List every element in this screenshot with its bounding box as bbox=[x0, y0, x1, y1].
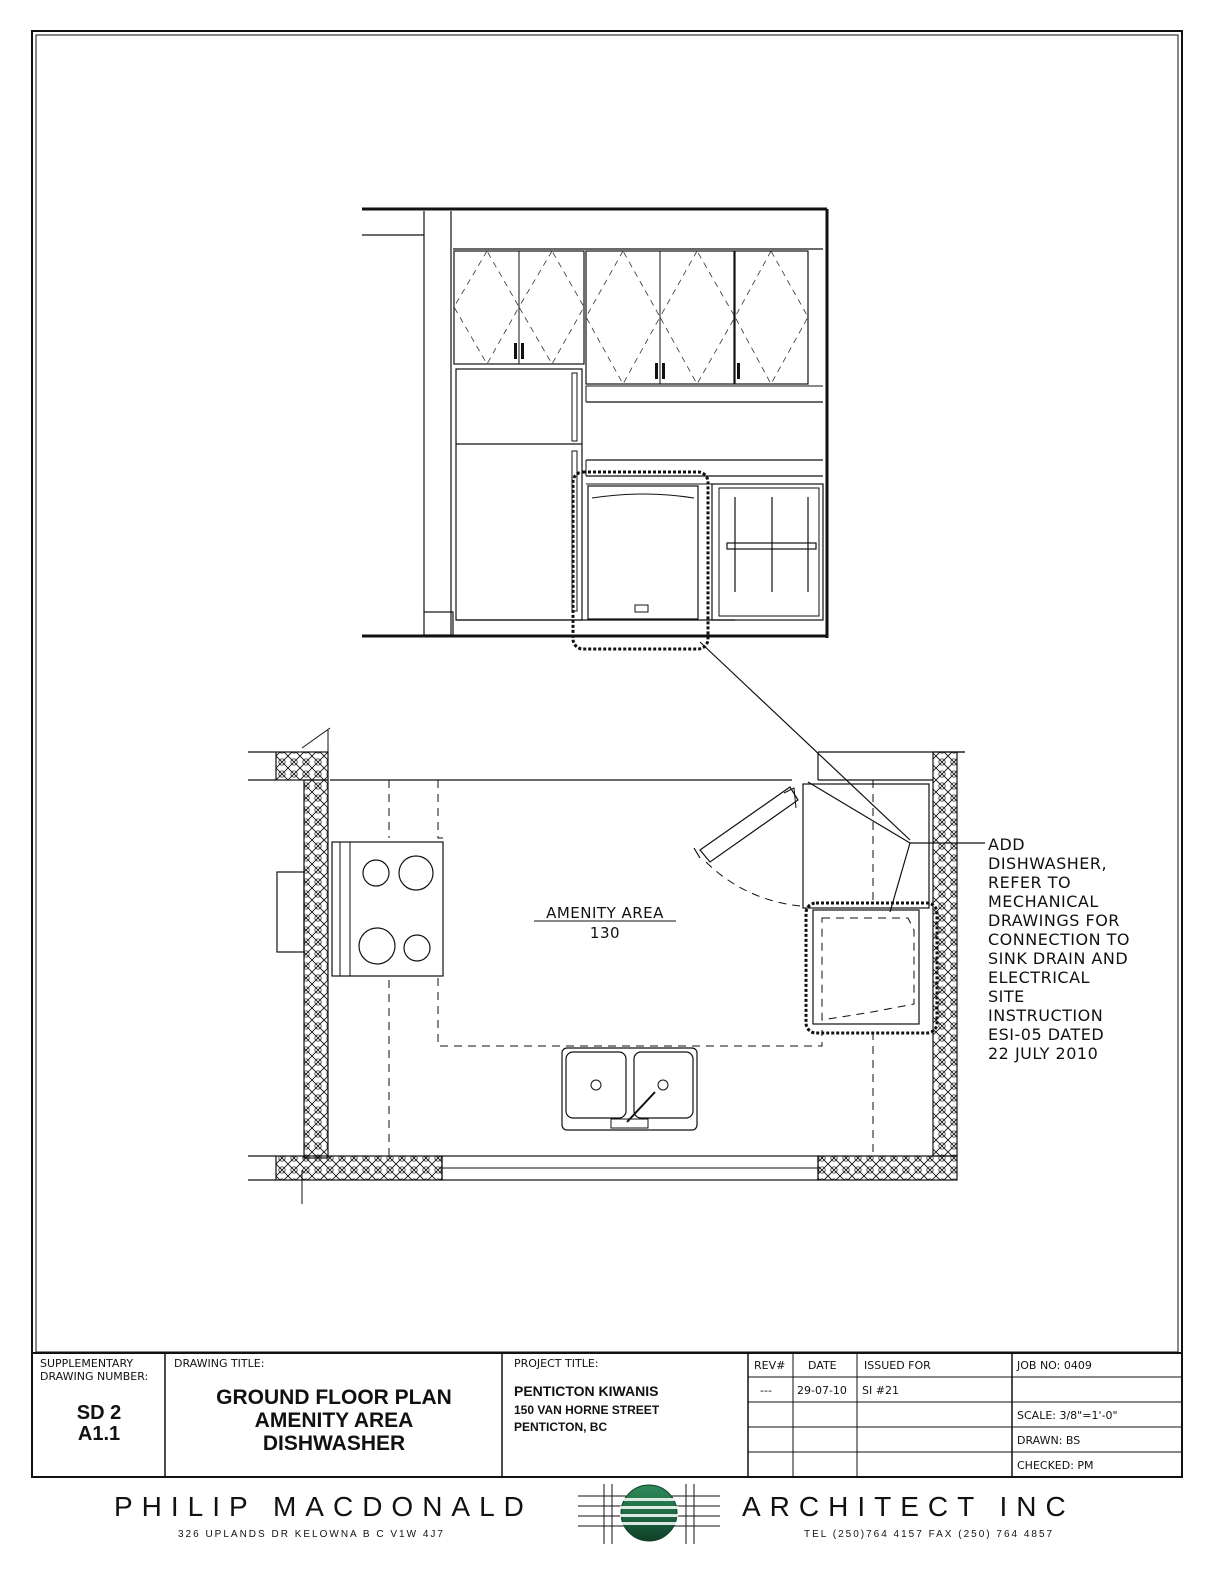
note-line: INSTRUCTION bbox=[988, 1006, 1104, 1025]
floor-plan bbox=[248, 728, 965, 1204]
issued-value: SI #21 bbox=[862, 1384, 899, 1397]
bottom-right-insulation bbox=[818, 1156, 957, 1180]
firm-banner bbox=[114, 1484, 1075, 1544]
drawing-title-line2: AMENITY AREA bbox=[254, 1409, 414, 1432]
drawn-by: DRAWN: BS bbox=[1017, 1434, 1081, 1447]
rev-value: --- bbox=[760, 1384, 772, 1397]
project-name: PENTICTON KIWANIS bbox=[514, 1383, 659, 1399]
project-address: 150 VAN HORNE STREET bbox=[514, 1403, 660, 1417]
date-value: 29-07-10 bbox=[797, 1384, 847, 1397]
title-block bbox=[32, 1353, 1182, 1477]
room-name: AMENITY AREA bbox=[546, 904, 664, 922]
project-city: PENTICTON, BC bbox=[514, 1420, 608, 1434]
date-header: DATE bbox=[808, 1359, 837, 1372]
note-line: SITE bbox=[988, 987, 1025, 1006]
drawing-number-sheet: A1.1 bbox=[77, 1423, 121, 1445]
revision-cloud-plan bbox=[806, 903, 937, 1033]
firm-logo-icon bbox=[578, 1484, 720, 1544]
sheet-border-inner bbox=[36, 35, 1178, 1352]
kitchen-elevation bbox=[362, 209, 827, 649]
job-number: JOB NO: 0409 bbox=[1017, 1359, 1092, 1372]
note-line: ESI-05 DATED bbox=[988, 1025, 1105, 1044]
issued-header: ISSUED FOR bbox=[864, 1359, 931, 1372]
note-line: ELECTRICAL bbox=[988, 968, 1090, 987]
stove bbox=[332, 842, 443, 976]
drawing-title-label: DRAWING TITLE: bbox=[174, 1357, 265, 1370]
firm-name-left: PHILIP MACDONALD bbox=[114, 1491, 533, 1522]
scale: SCALE: 3/8"=1'-0" bbox=[1017, 1409, 1118, 1422]
drawing-number: SD 2 bbox=[76, 1402, 122, 1424]
note-line: 22 JULY 2010 bbox=[988, 1044, 1099, 1063]
note-line: DRAWINGS FOR bbox=[988, 911, 1120, 930]
firm-address: 326 UPLANDS DR KELOWNA B C V1W 4J7 bbox=[178, 1529, 445, 1540]
note-line: SINK DRAIN AND bbox=[988, 949, 1129, 968]
note-line: REFER TO bbox=[988, 873, 1072, 892]
revision-cloud-elevation bbox=[573, 472, 708, 649]
firm-name-right: ARCHITECT INC bbox=[742, 1491, 1075, 1522]
supplementary-label-2: DRAWING NUMBER: bbox=[40, 1370, 149, 1383]
construction-note bbox=[988, 835, 1130, 1063]
note-line: CONNECTION TO bbox=[988, 930, 1130, 949]
supplementary-label: SUPPLEMENTARY bbox=[40, 1357, 134, 1370]
drawing-title-line3: DISHWASHER bbox=[262, 1432, 406, 1455]
left-wall-insulation bbox=[304, 780, 328, 1158]
project-title-label: PROJECT TITLE: bbox=[514, 1357, 599, 1370]
callout-leader-elevation bbox=[700, 642, 910, 840]
note-line: ADD bbox=[988, 835, 1026, 854]
note-line: DISHWASHER, bbox=[988, 854, 1108, 873]
sheet-border-outer bbox=[32, 31, 1182, 1477]
bottom-left-insulation bbox=[276, 1156, 442, 1180]
room-number: 130 bbox=[589, 924, 621, 942]
drawing-title: GROUND FLOOR PLAN bbox=[216, 1386, 452, 1409]
top-left-insulation bbox=[276, 752, 328, 780]
note-line: MECHANICAL bbox=[988, 892, 1099, 911]
rev-header: REV# bbox=[754, 1359, 786, 1372]
firm-phone: TEL (250)764 4157 FAX (250) 764 4857 bbox=[804, 1529, 1055, 1540]
checked-by: CHECKED: PM bbox=[1017, 1459, 1094, 1472]
